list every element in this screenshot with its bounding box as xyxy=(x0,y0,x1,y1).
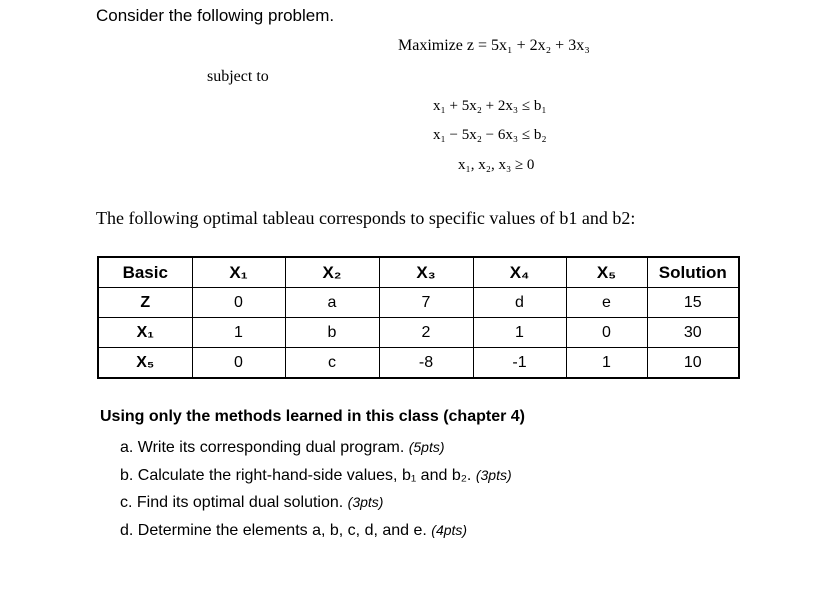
intro-text: Consider the following problem. xyxy=(96,6,335,25)
subject-to-label: subject to xyxy=(207,68,269,85)
row-basic-x5: X₅ xyxy=(98,348,192,379)
question-points: (5pts) xyxy=(408,439,445,455)
table-row xyxy=(98,288,739,318)
question-text: b. Calculate the right-hand-side values, b₁ and b₂. xyxy=(120,466,472,484)
cell: 0 xyxy=(192,348,285,379)
cell: a xyxy=(285,288,379,318)
question-b xyxy=(120,462,512,490)
question-points: (3pts) xyxy=(475,466,512,483)
cell: -1 xyxy=(473,348,566,379)
cell: 30 xyxy=(647,318,739,348)
nonnegativity-constraint: x₁, x₂, x₃ ≥ 0 xyxy=(458,157,535,173)
header-solution: Solution xyxy=(647,257,739,288)
row-basic-x1: X₁ xyxy=(98,318,192,348)
header-basic: Basic xyxy=(98,257,192,288)
cell: e xyxy=(566,288,647,318)
cell: 10 xyxy=(647,348,739,379)
question-d xyxy=(120,517,512,545)
cell: 0 xyxy=(192,288,285,318)
header-x3: X₃ xyxy=(379,257,473,288)
table-row xyxy=(98,318,739,348)
header-x4: X₄ xyxy=(473,257,566,288)
cell: 15 xyxy=(647,288,739,318)
cell: c xyxy=(285,348,379,379)
cell: 2 xyxy=(379,318,473,348)
cell: d xyxy=(473,288,566,318)
cell: 1 xyxy=(473,318,566,348)
question-text: a. Write its corresponding dual program. xyxy=(120,439,405,456)
cell: 1 xyxy=(566,348,647,379)
optimal-tableau xyxy=(97,256,740,379)
tableau-caption: The following optimal tableau corresponds to specific values of b1 and b2: xyxy=(96,208,636,228)
header-x1: X₁ xyxy=(192,257,285,288)
cell: 7 xyxy=(379,288,473,318)
header-x5: X₅ xyxy=(566,257,647,288)
question-c xyxy=(120,489,512,517)
question-a xyxy=(120,434,512,462)
tableau-header-row xyxy=(98,257,739,288)
question-points: (4pts) xyxy=(431,521,468,538)
question-text: c. Find its optimal dual solution. xyxy=(120,494,344,511)
constraint-1: x₁ + 5x₂ + 2x₃ ≤ b₁ xyxy=(433,98,547,114)
constraint-2: x₁ − 5x₂ − 6x₃ ≤ b₂ xyxy=(433,127,547,143)
cell: 0 xyxy=(566,318,647,348)
question-points: (3pts) xyxy=(347,494,384,510)
question-list xyxy=(120,434,512,544)
questions-heading: Using only the methods learned in this class (chapter 4) xyxy=(100,408,525,425)
cell: 1 xyxy=(192,318,285,348)
row-basic-z: Z xyxy=(98,288,192,318)
table-row xyxy=(98,348,739,379)
cell: -8 xyxy=(379,348,473,379)
objective-function: Maximize z = 5x₁ + 2x₂ + 3x₃ xyxy=(398,37,590,54)
header-x2: X₂ xyxy=(285,257,379,288)
question-text: d. Determine the elements a, b, c, d, and e. xyxy=(120,521,427,539)
cell: b xyxy=(285,318,379,348)
